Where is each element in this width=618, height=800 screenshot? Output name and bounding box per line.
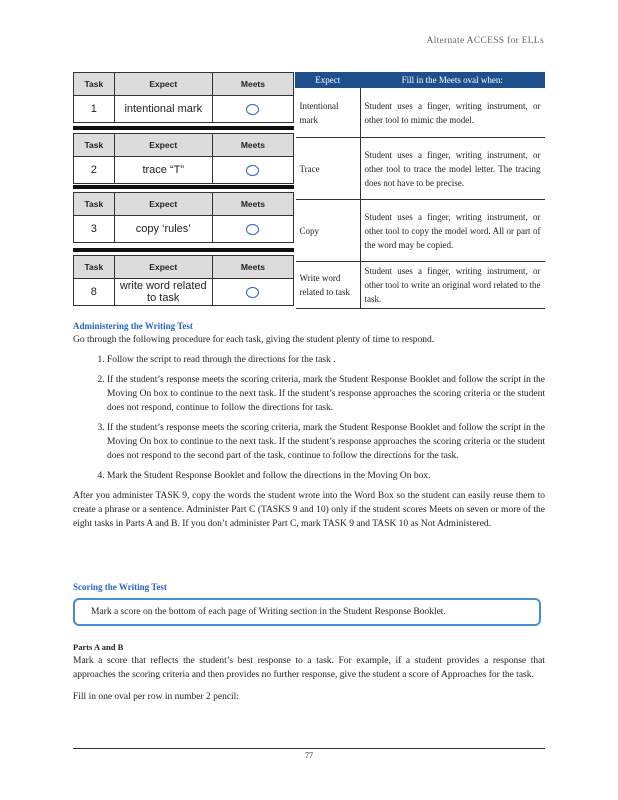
fill-criteria: Student uses a finger, writing instrument, or other tool to trace the model letter. The tracing does not have to be precise. <box>360 138 545 200</box>
parts-text: Mark a score that reflects the student’s best response to a task. For example, if a student provides a response that approaches the scoring criteria and then provides no further response, give the student a score of Approaches for the task. <box>73 656 545 680</box>
score-callout-text: Mark a score on the bottom of each page of Writing section in the Student Response Booklet. <box>91 607 446 617</box>
procedure-step: 3. If the student’s response meets the scoring criteria, mark the Student Response Booklet and follow the script in the Moving On box to continue to the next task. If the student’s response approaches the scoring criteria or the student does not respond to the second part of the task, continue to follow the directions for the task. <box>107 421 545 463</box>
table-divider <box>73 185 294 189</box>
meets-oval[interactable] <box>246 224 259 235</box>
task-number: 1 <box>74 96 115 123</box>
col-header-expect: Expect <box>114 193 212 216</box>
scoring-heading: Scoring the Writing Test <box>73 582 167 592</box>
col-header-meets: Meets <box>212 256 293 279</box>
task-expect: write word related to task <box>114 279 212 306</box>
meets-oval[interactable] <box>246 104 259 115</box>
task-number: 2 <box>74 157 115 184</box>
col-header-expect: Expect <box>114 256 212 279</box>
meets-cell <box>212 157 293 184</box>
col-header-meets: Meets <box>212 134 293 157</box>
table-divider <box>73 126 294 130</box>
page-header-title: Alternate ACCESS for ELLs <box>426 36 544 46</box>
task-number: 8 <box>74 279 115 306</box>
task-expect: copy ‘rules’ <box>114 216 212 243</box>
col-header-task: Task <box>74 134 115 157</box>
expect-label: Trace <box>296 138 361 200</box>
fill-col-header: Fill in the Meets oval when: <box>360 73 545 88</box>
score-callout-box <box>73 598 541 626</box>
expect-label: Write word related to task <box>296 262 361 309</box>
administering-intro: Go through the following procedure for each task, giving the student plenty of time to respond. <box>73 335 435 345</box>
procedure-step: 2. If the student’s response meets the scoring criteria, mark the Student Response Booklet and follow the script in the Moving On box to continue to the next task. If the student’s response approaches the scoring criteria or the student does not respond, continue to follow the directions for task. <box>107 373 545 415</box>
expect-row <box>296 262 545 309</box>
expect-label: Intentional mark <box>296 88 361 138</box>
administering-after: After you administer TASK 9, copy the words the student wrote into the Word Box so the student can easily reuse them to create a phrase or a sentence. Administer Part C (TASKS 9 and 10) only if the student scores Meets on seven or more of the eight tasks in Parts A and B. If you don’t administer Part C, mark TASK 9 and TASK 10 as Not Administered. <box>73 491 545 529</box>
col-header-meets: Meets <box>212 193 293 216</box>
administering-section <box>73 319 545 531</box>
procedure-step: 4. Mark the Student Response Booklet and follow the directions in the Moving On box. <box>107 469 545 483</box>
col-header-expect: Expect <box>114 73 212 96</box>
meets-cell <box>212 279 293 306</box>
col-header-meets: Meets <box>212 73 293 96</box>
col-header-task: Task <box>74 193 115 216</box>
meets-oval[interactable] <box>246 165 259 176</box>
task-table-4 <box>73 255 294 306</box>
task-expect: intentional mark <box>114 96 212 123</box>
task-table-2 <box>73 133 294 184</box>
table-divider <box>73 248 294 252</box>
col-header-task: Task <box>74 73 115 96</box>
page-number: 77 <box>305 751 313 760</box>
task-table-1 <box>73 72 294 123</box>
task-table-3 <box>73 192 294 243</box>
task-expect: trace “T” <box>114 157 212 184</box>
footer-divider <box>73 748 545 749</box>
administering-heading: Administering the Writing Test <box>73 321 193 331</box>
parts-section <box>73 640 545 704</box>
expect-row <box>296 88 545 138</box>
expect-col-header: Expect <box>296 73 361 88</box>
meets-cell <box>212 96 293 123</box>
fill-criteria: Student uses a finger, writing instrument, or other tool to mimic the model. <box>360 88 545 138</box>
expect-row <box>296 138 545 200</box>
expect-label: Copy <box>296 200 361 262</box>
col-header-expect: Expect <box>114 134 212 157</box>
procedure-step: 1. Follow the script to read through the directions for the task . <box>107 353 545 367</box>
task-number: 3 <box>74 216 115 243</box>
fill-instruction: Fill in one oval per row in number 2 pencil: <box>73 692 239 702</box>
fill-criteria: Student uses a finger, writing instrument, or other tool to copy the model word. All or part of the word may be copied. <box>360 200 545 262</box>
expect-fill-table <box>295 72 545 309</box>
expect-row <box>296 200 545 262</box>
meets-oval[interactable] <box>246 287 259 298</box>
fill-criteria: Student uses a finger, writing instrument, or other tool to write an original word related to the task. <box>360 262 545 309</box>
col-header-task: Task <box>74 256 115 279</box>
procedure-steps <box>73 353 545 483</box>
meets-cell <box>212 216 293 243</box>
parts-heading: Parts A and B <box>73 642 124 652</box>
